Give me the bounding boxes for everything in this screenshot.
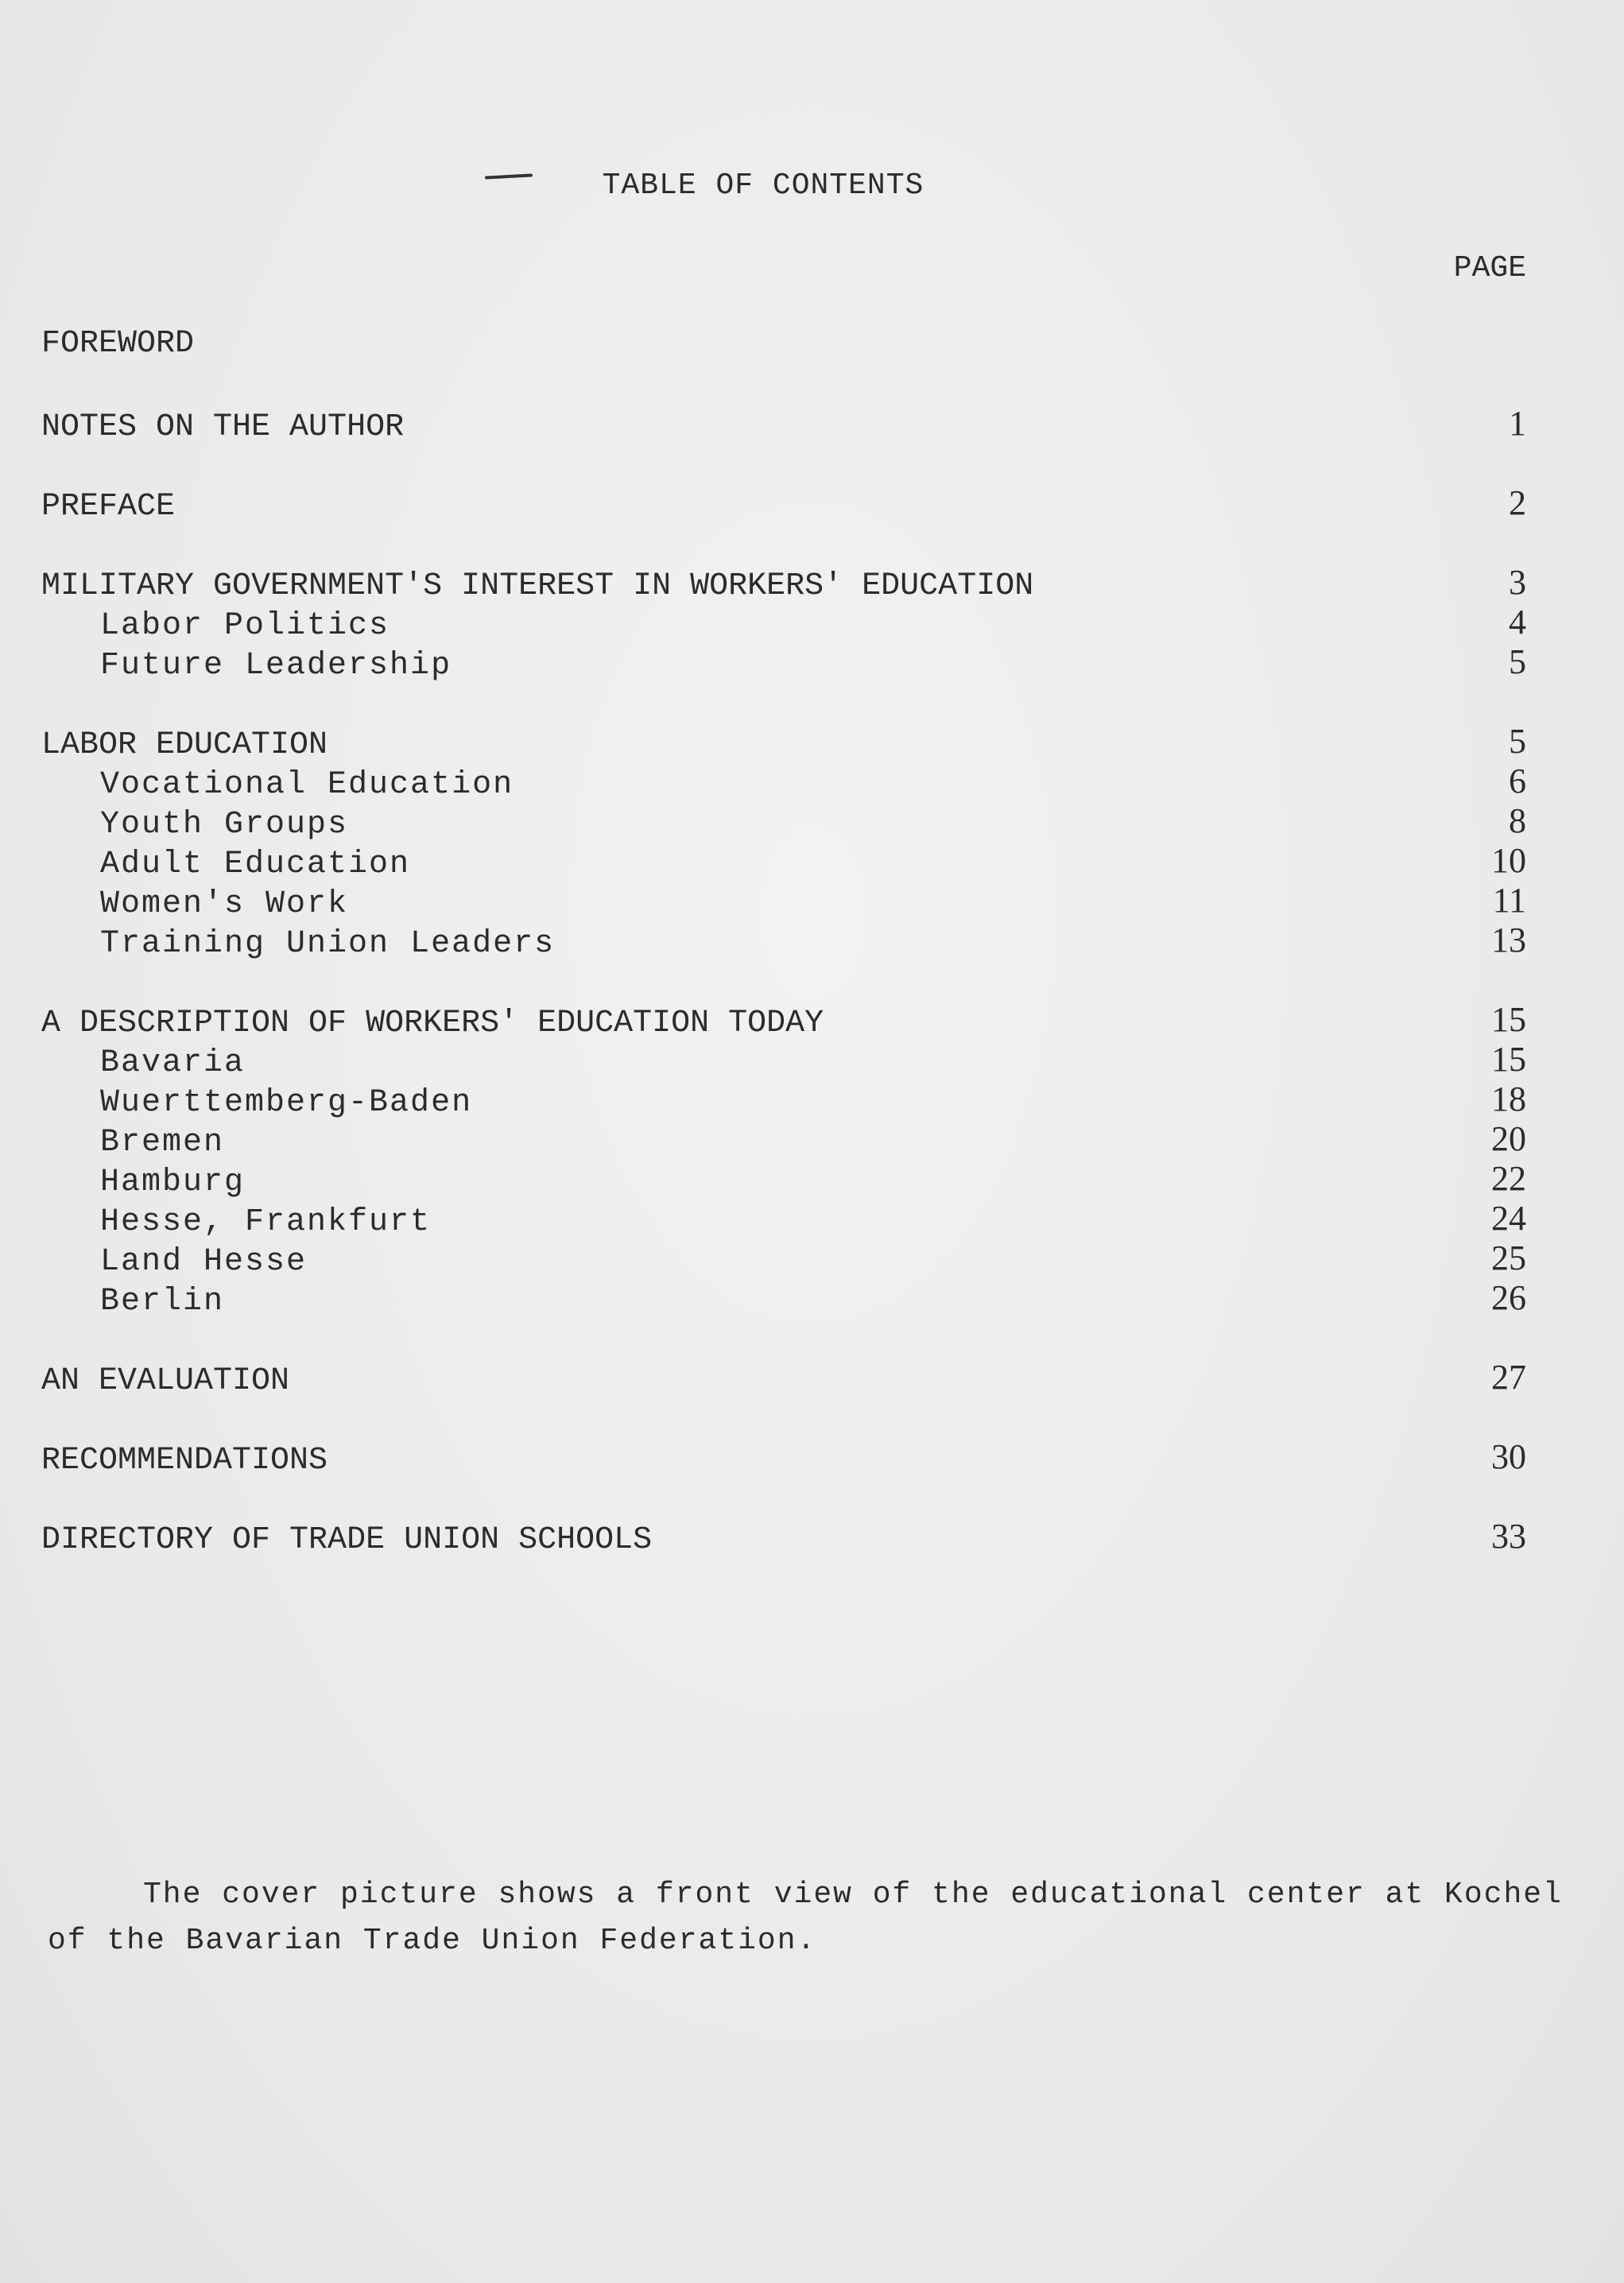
toc-subentry-title: Bavaria xyxy=(100,1045,246,1081)
toc-section xyxy=(41,722,1526,960)
toc-entry-title: NOTES ON THE AUTHOR xyxy=(41,409,405,445)
page-column-header: PAGE xyxy=(1453,251,1526,285)
toc-subentry-page: 5 xyxy=(1509,642,1526,681)
toc-entry-page: 27 xyxy=(1491,1358,1526,1397)
toc-entry-page: 2 xyxy=(1509,483,1526,522)
caption-line-1: The cover picture shows a front view of the educational center at Kochel xyxy=(143,1878,1563,1912)
toc-subentry-title: Women's Work xyxy=(100,886,349,922)
toc-subentry-title: Bremen xyxy=(100,1125,225,1161)
toc-subentry-title: Training Union Leaders xyxy=(100,926,556,962)
table-of-contents xyxy=(41,324,1526,1596)
toc-entry xyxy=(41,722,1526,762)
toc-subentry-title: Hamburg xyxy=(100,1165,246,1200)
toc-subentry-page: 22 xyxy=(1491,1159,1526,1198)
toc-subentry-title: Future Leadership xyxy=(100,648,452,684)
toc-entry-page: 1 xyxy=(1509,404,1526,443)
toc-subentry xyxy=(41,881,1526,921)
toc-entry-title: RECOMMENDATIONS xyxy=(41,1443,328,1479)
toc-subentry-title: Wuerttemberg-Baden xyxy=(100,1085,473,1121)
toc-entry xyxy=(41,1437,1526,1477)
toc-subentry-page: 18 xyxy=(1491,1079,1526,1118)
toc-subentry xyxy=(41,642,1526,682)
toc-section xyxy=(41,1000,1526,1318)
toc-section xyxy=(41,324,1526,364)
cover-caption xyxy=(48,1872,1574,1964)
toc-subentry-page: 13 xyxy=(1491,921,1526,959)
toc-entry-page: 5 xyxy=(1509,722,1526,761)
toc-entry xyxy=(41,324,1526,364)
toc-subentry-page: 10 xyxy=(1491,841,1526,880)
toc-subentry xyxy=(41,1040,1526,1079)
toc-subentry-page: 11 xyxy=(1492,881,1526,920)
toc-subentry xyxy=(41,921,1526,960)
toc-subentry-page: 20 xyxy=(1491,1119,1526,1158)
toc-subentry-page: 24 xyxy=(1491,1199,1526,1238)
toc-subentry xyxy=(41,841,1526,881)
toc-subentry-page: 15 xyxy=(1491,1040,1526,1079)
page-title: TABLE OF CONTENTS xyxy=(602,169,924,203)
toc-entry-page: 33 xyxy=(1491,1517,1526,1556)
toc-subentry-title: Labor Politics xyxy=(100,608,390,644)
toc-entry-title: MILITARY GOVERNMENT'S INTEREST IN WORKERS' EDUCATION xyxy=(41,568,1034,604)
toc-subentry-page: 4 xyxy=(1509,603,1526,641)
toc-subentry xyxy=(41,603,1526,642)
toc-entry-title: LABOR EDUCATION xyxy=(41,727,328,763)
toc-entry-title: AN EVALUATION xyxy=(41,1363,290,1399)
toc-subentry-page: 6 xyxy=(1509,762,1526,800)
toc-entry xyxy=(41,483,1526,523)
toc-section xyxy=(41,404,1526,444)
toc-subentry xyxy=(41,1238,1526,1278)
toc-subentry xyxy=(41,762,1526,801)
toc-subentry-title: Hesse, Frankfurt xyxy=(100,1204,432,1240)
toc-section xyxy=(41,1517,1526,1556)
toc-subentry-title: Adult Education xyxy=(100,847,411,882)
toc-entry-page: 30 xyxy=(1491,1437,1526,1476)
toc-subentry xyxy=(41,1079,1526,1119)
toc-section xyxy=(41,1437,1526,1477)
toc-subentry xyxy=(41,1278,1526,1318)
toc-subentry-page: 26 xyxy=(1491,1278,1526,1317)
toc-entry xyxy=(41,1358,1526,1397)
toc-entry xyxy=(41,563,1526,603)
toc-entry-title: DIRECTORY OF TRADE UNION SCHOOLS xyxy=(41,1522,653,1558)
toc-subentry-title: Vocational Education xyxy=(100,767,514,803)
toc-subentry xyxy=(41,1159,1526,1199)
toc-entry xyxy=(41,1517,1526,1556)
toc-section xyxy=(41,1358,1526,1397)
toc-subentry-page: 25 xyxy=(1491,1238,1526,1277)
toc-subentry-page: 8 xyxy=(1509,801,1526,840)
toc-entry-title: FOREWORD xyxy=(41,326,195,362)
toc-subentry-title: Berlin xyxy=(100,1284,225,1320)
toc-subentry-title: Youth Groups xyxy=(100,807,349,843)
toc-subentry xyxy=(41,1199,1526,1238)
toc-section xyxy=(41,563,1526,682)
toc-entry-title: PREFACE xyxy=(41,489,176,525)
toc-entry-title: A DESCRIPTION OF WORKERS' EDUCATION TODAY xyxy=(41,1006,824,1041)
toc-entry-page: 15 xyxy=(1491,1000,1526,1039)
toc-entry xyxy=(41,404,1526,444)
toc-entry xyxy=(41,1000,1526,1040)
toc-subentry xyxy=(41,1119,1526,1159)
toc-subentry xyxy=(41,801,1526,841)
toc-entry-page: 3 xyxy=(1509,563,1526,602)
toc-section xyxy=(41,483,1526,523)
toc-subentry-title: Land Hesse xyxy=(100,1244,308,1280)
caption-line-2: of the Bavarian Trade Union Federation. xyxy=(48,1924,817,1958)
